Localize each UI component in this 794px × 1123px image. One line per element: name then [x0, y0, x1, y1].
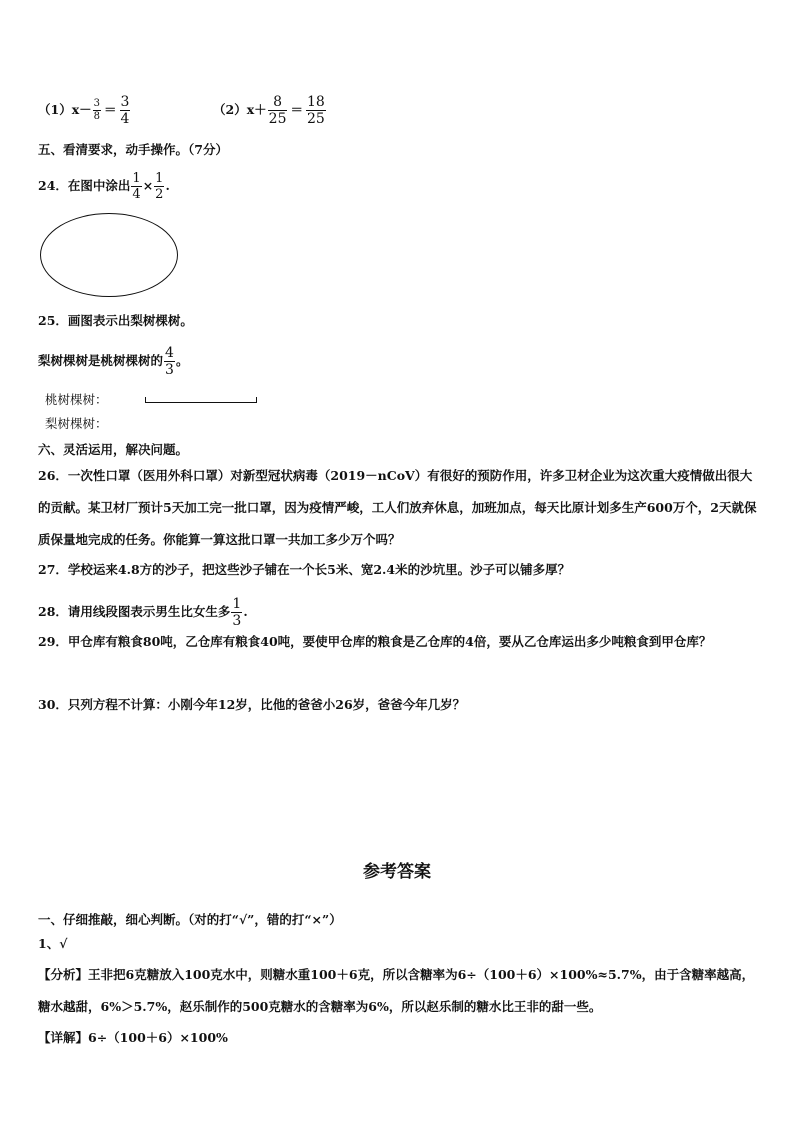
question-29: 29．甲仓库有粮食80吨，乙仓库有粮食40吨，要使甲仓库的粮食是乙仓库的4倍，要从乙仓库运出多少吨粮食到甲仓库？ [38, 634, 712, 649]
fraction: $\frac{3}{4}$ [120, 94, 130, 127]
fraction: $\frac{3}{8}$ [93, 98, 101, 122]
equation-1-lhs: （1）x－ [38, 102, 92, 117]
answers-title: 参考答案 [363, 862, 431, 882]
answers-section-1-heading: 一、仔细推敲，细心判断。（对的打“√”，错的打“×”） [38, 912, 342, 927]
question-25: 25．画图表示出梨树棵树。 [38, 313, 193, 328]
question-24: 24．在图中涂出 $\frac{1}{4}$ × $\frac{1}{2}$ . [38, 171, 170, 202]
equation-2-lhs: （2）x＋ [213, 102, 267, 117]
peach-tree-segment [145, 397, 257, 403]
section-5-heading: 五、看清要求，动手操作。（7分） [38, 142, 228, 157]
equation-2 [213, 95, 327, 126]
answer-detail: 【详解】6÷（100＋6）×100% [38, 1030, 228, 1045]
fraction: $\frac{1}{3}$ [232, 596, 242, 629]
question-28: 28．请用线段图表示男生比女生多 $\frac{1}{3}$ . [38, 596, 248, 629]
equals-sign: ＝ [290, 102, 303, 117]
question-30: 30．只列方程不计算：小刚今年12岁，比他的爸爸小26岁，爸爸今年几岁？ [38, 697, 466, 712]
pear-tree-label: 梨树棵树： [45, 416, 108, 431]
question-27: 27．学校运来4.8方的沙子，把这些沙子铺在一个长5米、宽2.4米的沙坑里。沙子可以铺多厚？ [38, 562, 571, 577]
answer-analysis: 【分析】王非把6克糖放入100克水中，则糖水重100＋6克，所以含糖率为6÷（100＋6）×100%≈5.7%，由于含糖率越高，糖水越甜，6%＞5.7%，赵乐制作的500克糖水的含糖率为6%，所以赵乐制的糖水比王非的甜一些。 [38, 967, 755, 1014]
question-25-condition: 梨树棵树是桃树棵树的 $\frac{4}{3}$ 。 [38, 345, 189, 378]
peach-tree-label: 桃树棵树： [45, 392, 108, 407]
equation-1 [38, 95, 131, 126]
section-6-heading: 六、灵活运用，解决问题。 [38, 442, 189, 457]
fraction: $\frac{8}{25}$ [268, 94, 287, 127]
fraction: $\frac{1}{2}$ [155, 171, 164, 202]
question-26: 26．一次性口罩（医用外科口罩）对新型冠状病毒（2019－nCoV）有很好的预防作用，许多卫材企业为这次重大疫情做出很大的贡献。某卫材厂预计5天加工完一批口罩，因为疫情严峻，工人们放弃休息，加班加点，每天比原计划多生产600万个，2天就保质保量地完成的任务。你能算一算这批口罩一共加工多少万个吗？ [38, 468, 757, 547]
circle-figure [40, 213, 178, 297]
equals-sign: ＝ [104, 102, 117, 117]
fraction: $\frac{4}{3}$ [165, 345, 174, 378]
fraction: $\frac{18}{25}$ [307, 94, 325, 127]
fraction: $\frac{1}{4}$ [132, 171, 141, 202]
answer-item-1: 1、√ [38, 936, 68, 951]
